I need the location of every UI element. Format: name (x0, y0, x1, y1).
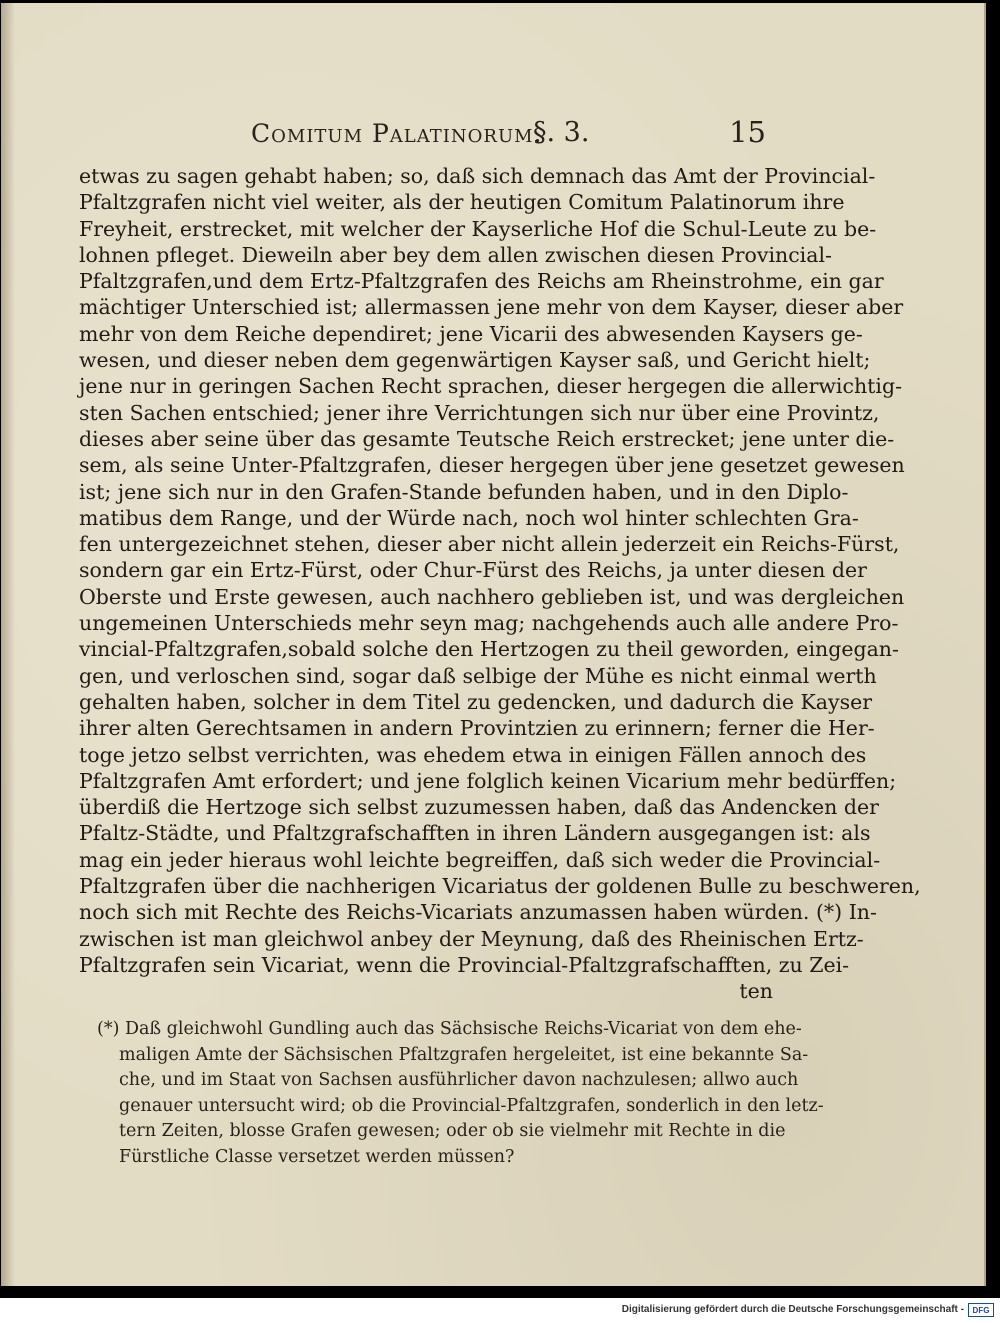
text-line: ungemeinen Unterschieds mehr seyn mag; nachgehends auch alle andere Pro- (79, 611, 899, 636)
text-line: sondern gar ein Ertz-Fürst, oder Chur-Fürst des Reichs, ja unter diesen der (79, 558, 867, 583)
running-title: Comitum Palatinorum. (251, 119, 543, 148)
text-line: sem, als seine Unter-Pfaltzgrafen, dieser hergegen über jene gesetzet gewesen (79, 453, 905, 478)
text-line: mächtiger Unterschied ist; allermassen jene mehr von dem Kayser, dieser aber (79, 295, 904, 320)
dfg-logo-icon[interactable]: DFG (968, 1303, 994, 1317)
text-line: Pfaltz-Städte, und Pfaltzgrafschafften in ihren Ländern ausgegangen ist: als (79, 821, 871, 846)
page-header (231, 115, 776, 155)
text-line: Pfaltzgrafen sein Vicariat, wenn die Provincial-Pfaltzgrafschafften, zu Zei- (79, 952, 850, 977)
text-line: Pfaltzgrafen nicht viel weiter, als der heutigen Comitum Palatinorum ihre (79, 190, 845, 215)
text-line: fen untergezeichnet stehen, dieser aber nicht allein jederzeit ein Reichs-Fürst, (79, 532, 900, 557)
text-line: überdiß die Hertzoge sich selbst zuzumessen haben, daß das Andencken der (79, 795, 879, 820)
text-line: gehalten haben, solcher in dem Titel zu gedencken, und dadurch die Kayser (79, 689, 873, 714)
text-line: wesen, und dieser neben dem gegenwärtigen Kayser saß, und Gericht hielt; (79, 348, 871, 373)
text-line: vincial-Pfaltzgrafen,sobald solche den Hertzogen zu theil geworden, eingegan- (79, 637, 899, 662)
text-line: noch sich mit Rechte des Reichs-Vicariats anzumassen haben würden. (*) In- (79, 900, 877, 925)
text-line: Oberste und Erste gewesen, auch nachhero geblieben ist, und was dergleichen (79, 584, 905, 609)
text-line: jene nur in geringen Sachen Recht sprachen, dieser hergegen die allerwichtig- (79, 374, 903, 399)
page-number: 15 (729, 115, 766, 149)
text-line: sten Sachen entschied; jener ihre Verrichtungen sich nur über eine Provintz, (79, 400, 880, 425)
text-line: ihrer alten Gerechtsamen in andern Provintzien zu erinnern; ferner die Her- (79, 716, 875, 741)
text-line: gen, und verloschen sind, sogar daß selbige der Mühe es nicht einmal werth (79, 663, 877, 688)
footnote-line: tern Zeiten, blosse Grafen gewesen; oder ob sie vielmehr mit Rechte in die (119, 1121, 786, 1142)
funding-credit: Digitalisierung gefördert durch die Deutsche Forschungsgemeinschaft - (621, 1304, 964, 1315)
footnote-line: maligen Amte der Sächsischen Pfaltzgrafen hergeleitet, ist eine bekannte Sa- (119, 1044, 809, 1065)
text-line: Freyheit, erstrecket, mit welcher der Kayserliche Hof die Schul-Leute zu be- (79, 216, 877, 241)
text-line: mehr von dem Reiche dependiret; jene Vicarii des abwesenden Kaysers ge- (79, 321, 863, 346)
text-line: toge jetzo selbst verrichten, was ehedem etwa in einigen Fällen annoch des (79, 742, 867, 767)
text-line: mag ein jeder hieraus wohl leichte begreiffen, daß sich weder die Provincial- (79, 847, 881, 872)
footnote-line: (*) Daß gleichwohl Gundling auch das Sächsische Reichs-Vicariat von dem ehe- (97, 1019, 802, 1039)
text-line: zwischen ist man gleichwol anbey der Meynung, daß des Rheinischen Ertz- (79, 926, 864, 951)
footnote-line: Fürstliche Classe versetzet werden müssen? (119, 1146, 515, 1167)
footnote-line: che, und im Staat von Sachsen ausführlicher davon nachzulesen; allwo auch (119, 1070, 799, 1091)
text-line: matibus dem Range, und der Würde nach, noch wol hinter schlechten Gra- (79, 505, 859, 530)
text-line: lohnen pfleget. Dieweiln aber bey dem allen zwischen diesen Provincial- (79, 242, 832, 267)
text-line: Pfaltzgrafen,und dem Ertz-Pfaltzgrafen des Reichs am Rheinstrohme, ein gar (79, 269, 884, 294)
footnote-line: genauer untersucht wird; ob die Provincial-Pfaltzgrafen, sonderlich in den letz- (119, 1095, 824, 1116)
text-line: dieses aber seine über das gesamte Teutsche Reich erstrecket; jene unter die- (79, 426, 895, 451)
section-mark: §. 3. (533, 117, 590, 148)
credit-bar (0, 1298, 1000, 1323)
body-text (79, 163, 921, 1005)
text-line: ist; jene sich nur in den Grafen-Stande befunden haben, und in den Diplo- (79, 479, 849, 504)
scanned-page (1, 3, 986, 1286)
text-line: Pfaltzgrafen über die nachherigen Vicariatus der goldenen Bulle zu beschweren, (79, 874, 921, 899)
text-line: Pfaltzgrafen Amt erfordert; und jene folglich keinen Vicarium mehr bedürffen; (79, 768, 897, 793)
text-line: etwas zu sagen gehabt haben; so, daß sich demnach das Amt der Provincial- (79, 164, 876, 188)
catchword: ten (739, 979, 773, 1004)
footnote (97, 1017, 824, 1171)
